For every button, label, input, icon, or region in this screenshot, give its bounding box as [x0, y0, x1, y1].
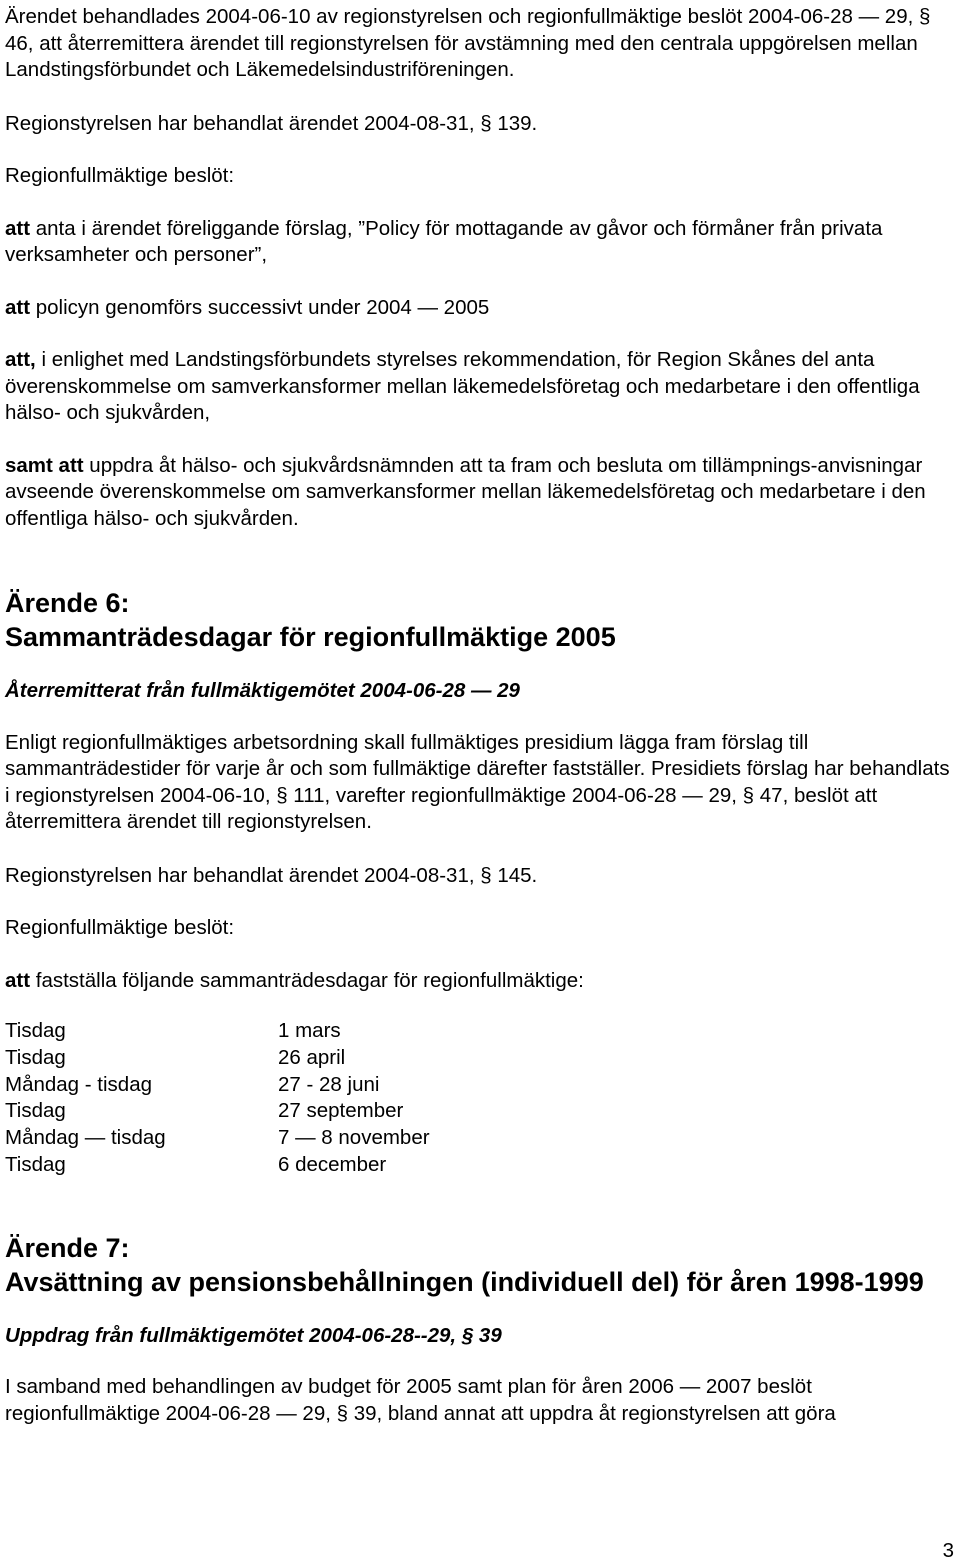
- decision-item: [5, 453, 950, 533]
- decision-item-lead: att: [5, 295, 31, 319]
- section-label: Ärende 6:: [5, 588, 130, 618]
- decision-heading: Regionfullmäktige beslöt:: [5, 164, 235, 187]
- decision-item-lead: att: [5, 216, 31, 240]
- weekday-cell: Måndag — tisdag: [5, 1126, 166, 1150]
- decision-heading: Regionfullmäktige beslöt:: [5, 916, 235, 939]
- section-title: Sammanträdesdagar för regionfullmäktige 2005: [5, 622, 616, 652]
- decision-item-text: fastställa följande sammanträdesdagar för regionfullmäktige:: [30, 968, 584, 992]
- date-cell: 26 april: [278, 1045, 346, 1069]
- decision-item-text: anta i ärendet föreliggande förslag, ”Policy för mottagande av gåvor och förmåner från privata verksamheter och personer”,: [5, 216, 883, 266]
- date-cell: 6 december: [278, 1152, 387, 1176]
- section-title: Avsättning av pensionsbehållningen (individuell del) för åren 1998-1999: [5, 1266, 924, 1297]
- decision-item: [5, 216, 950, 269]
- table-row: [5, 1125, 430, 1152]
- table-row: [5, 1045, 430, 1072]
- section-label: Ärende 7:: [5, 1232, 130, 1263]
- page-number: 3: [942, 1538, 954, 1562]
- section-paragraph: Enligt regionfullmäktiges arbetsordning skall fullmäktiges presidium lägga fram förslag till sammanträdestider för varje år och som fullmäktige därefter fastställer. Presidiets förslag har behandlats i regionstyrelsen 2004-06-10, § 111, varefter regionfullmäktige 2004-06-28 — 29, § 47, beslöt att återremittera ärendet till regionstyrelsen.: [5, 730, 950, 833]
- date-cell: 27 - 28 juni: [278, 1072, 380, 1096]
- date-cell: 27 september: [278, 1099, 404, 1123]
- weekday-cell: Tisdag: [5, 1152, 66, 1176]
- table-row: [5, 1152, 430, 1179]
- table-row: [5, 1018, 430, 1045]
- table-row: [5, 1072, 430, 1099]
- decision-item: [5, 347, 950, 427]
- decision-item-lead: samt att: [5, 453, 84, 477]
- decision-item-text: uppdra åt hälso- och sjukvårdsnämnden att ta fram och besluta om tillämpnings-anvisningar avseende överenskommelse om samverkansformer mellan läkemedelsföretag och medarbetare i den offentliga hälso- och sjukvården.: [5, 453, 926, 530]
- weekday-cell: Tisdag: [5, 1045, 66, 1069]
- decision-item: [5, 295, 950, 322]
- decision-item: [5, 968, 950, 995]
- decision-item-lead: att: [5, 968, 31, 992]
- weekday-cell: Tisdag: [5, 1019, 66, 1042]
- table-row: [5, 1098, 430, 1125]
- decision-item-text: policyn genomförs successivt under 2004 — 2005: [30, 295, 490, 319]
- intro-board-note: Regionstyrelsen har behandlat ärendet 2004-08-31, § 139.: [5, 111, 538, 135]
- section-paragraph: I samband med behandlingen av budget för 2005 samt plan för åren 2006 — 2007 beslöt regionfullmäktige 2004-06-28 — 29, § 39, bland annat att uppdra åt regionstyrelsen att göra: [5, 1375, 836, 1425]
- section-board-note: Regionstyrelsen har behandlat ärendet 2004-08-31, § 145.: [5, 863, 538, 887]
- meeting-dates-table: [5, 1018, 430, 1179]
- decision-item-text: i enlighet med Landstingsförbundets styrelses rekommendation, för Region Skånes del anta överenskommelse om samverkansformer mellan läkemedelsföretag och medarbetare i den offentliga hälso- och sjukvården,: [5, 348, 920, 424]
- decision-item-lead: att,: [5, 348, 36, 371]
- section-subtitle: Återremitterat från fullmäktigemötet 2004-06-28 — 29: [5, 679, 520, 702]
- weekday-cell: Måndag - tisdag: [5, 1072, 153, 1096]
- document-page: [5, 4, 950, 1427]
- intro-paragraph: Ärendet behandlades 2004-06-10 av regionstyrelsen och regionfullmäktige beslöt 2004-06-28 — 29, § 46, att återremittera ärendet till regionstyrelsen för avstämning med den centrala uppgörelsen mellan Landstingsförbundet och Läkemedelsindustriföreningen.: [5, 5, 931, 81]
- date-cell: 1 mars: [278, 1019, 341, 1042]
- date-cell: 7 — 8 november: [278, 1126, 430, 1150]
- section-subtitle: Uppdrag från fullmäktigemötet 2004-06-28--29, § 39: [5, 1323, 502, 1347]
- weekday-cell: Tisdag: [5, 1099, 66, 1123]
